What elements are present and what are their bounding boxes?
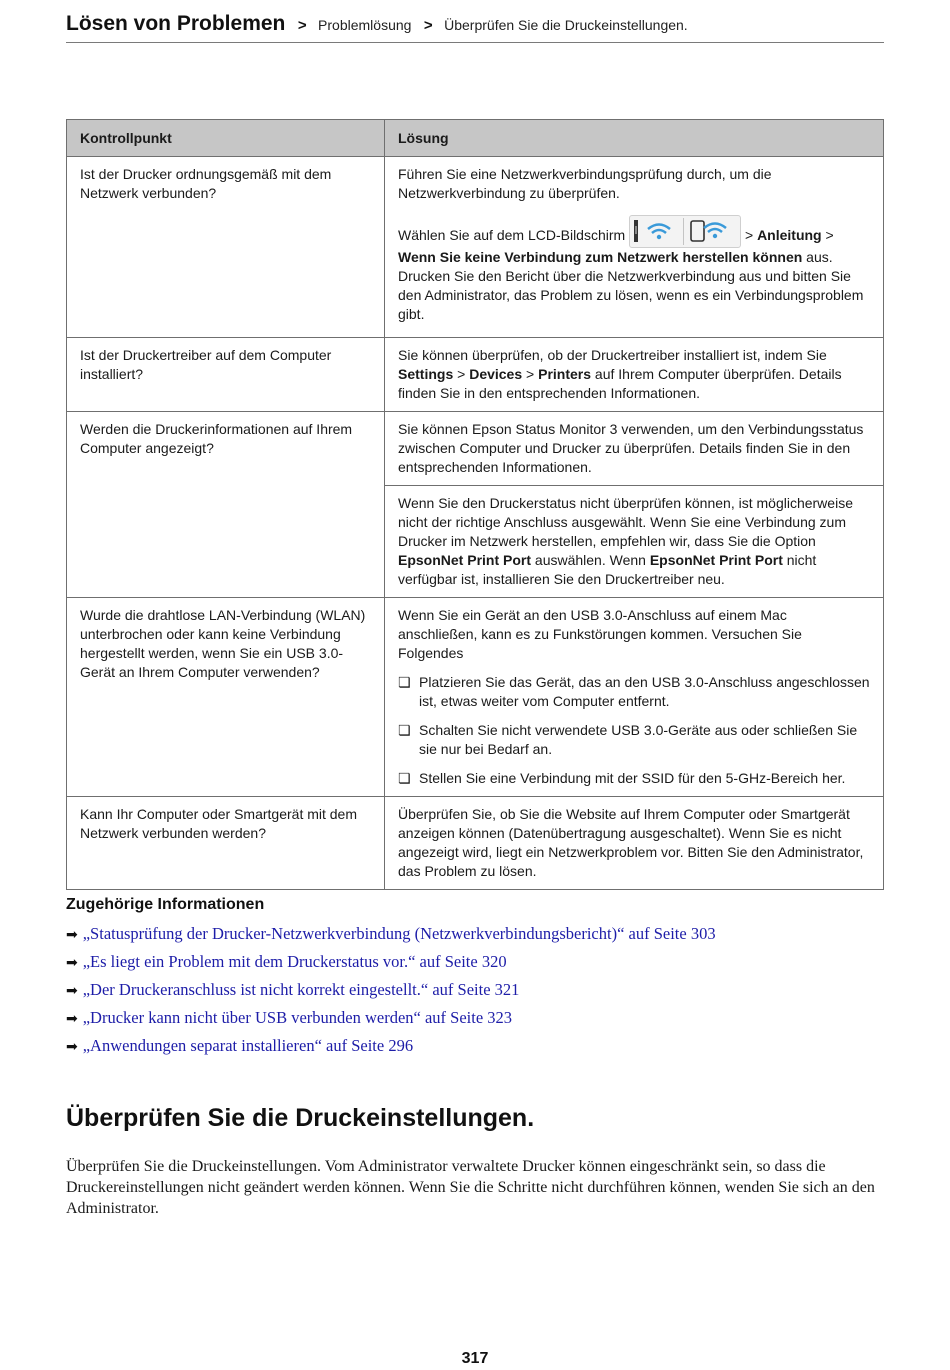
solution-text: Führen Sie eine Netzwerkverbindungsprüfung durch, um die Netzwerkverbindung zu überprüfen.	[398, 166, 772, 201]
solution-cell	[385, 598, 884, 797]
solution-cell: Sie können überprüfen, ob der Druckertreiber installiert ist, indem Sie Settings > Devices > Printers auf Ihrem Computer überprüfen. Details finden Sie in den entsprechenden Informationen.	[385, 338, 884, 412]
solution-text: Wählen Sie auf dem LCD-Bildschirm > Anleitung > Wenn Sie keine Verbindung zum Netzwerk herstellen können aus. Drucken Sie den Bericht über die Netzwerkverbindung aus und bitten Sie den Administrator, das Problem zu lösen, wenn es ein Verbindungsproblem gibt.	[398, 215, 870, 324]
arrow-right-icon: ➡	[66, 1011, 78, 1027]
solution-cell	[385, 797, 884, 890]
wifi-status-icon	[629, 215, 741, 248]
related-link[interactable]: ➡ „Anwendungen separat installieren“ auf Seite 296	[66, 1036, 414, 1055]
checkpoint-cell	[67, 797, 385, 890]
column-header: Kontrollpunkt	[67, 120, 385, 157]
page-number: 317	[461, 1350, 489, 1367]
arrow-right-icon: ➡	[66, 955, 78, 971]
arrow-right-icon: ➡	[66, 983, 78, 999]
arrow-right-icon: ➡	[66, 1039, 78, 1055]
breadcrumb-item: Problemlösung	[318, 17, 412, 33]
checkpoint-cell	[67, 598, 385, 797]
checkpoint-text: Ist der Drucker ordnungsgemäß mit dem Netzwerk verbunden?	[80, 166, 332, 201]
related-link[interactable]: ➡ „Es liegt ein Problem mit dem Druckerstatus vor.“ auf Seite 320	[66, 952, 507, 971]
table-row	[67, 338, 884, 412]
checkpoint-cell	[67, 338, 385, 412]
solution-cell	[385, 157, 884, 338]
page-header	[66, 12, 884, 43]
breadcrumb-separator: >	[297, 17, 307, 34]
section-body: Überprüfen Sie die Druckeinstellungen. Vom Administrator verwaltete Drucker können eingeschränkt sein, so dass die Druckereinstellungen nicht geändert werden können. Wenn Sie die Schritte nicht durchführen können, wenden Sie sich an den Administrator.	[66, 1158, 875, 1217]
list-item: ❏ Stellen Sie eine Verbindung mit der SSID für den 5-GHz-Bereich her.	[398, 770, 846, 786]
checkbox-icon: ❏	[398, 770, 411, 786]
solution-cell: Wenn Sie den Druckerstatus nicht überprüfen können, ist möglicherweise nicht der richtige Anschluss ausgewählt. Wenn Sie eine Verbindung zum Drucker im Netzwerk herstellen, empfehlen wir, dass Sie die Option EpsonNet Print Port auswählen. Wenn EpsonNet Print Port nicht verfügbar ist, installieren Sie den Druckertreiber neu.	[385, 486, 884, 598]
checkpoint-text: Werden die Druckerinformationen auf Ihrem Computer angezeigt?	[80, 421, 353, 456]
related-information	[66, 896, 884, 1060]
table-row	[67, 157, 884, 338]
list-item: ❏ Schalten Sie nicht verwendete USB 3.0-Geräte aus oder schließen Sie sie nur bei Bedarf an.	[398, 722, 858, 757]
related-link[interactable]: ➡ „Der Druckeranschluss ist nicht korrekt eingestellt.“ auf Seite 321	[66, 980, 520, 999]
checkpoint-text: Ist der Druckertreiber auf dem Computer installiert?	[80, 347, 332, 382]
breadcrumb-item: Überprüfen Sie die Druckeinstellungen.	[444, 17, 688, 33]
related-title: Zugehörige Informationen	[66, 896, 265, 913]
checkbox-icon: ❏	[398, 674, 411, 690]
checkpoint-text: Wurde die drahtlose LAN-Verbindung (WLAN) unterbrochen oder kann keine Verbindung hergestellt werden, wenn Sie ein USB 3.0-Gerät an Ihrem Computer verwenden?	[80, 607, 366, 680]
list-item: ❏ Platzieren Sie das Gerät, das an den USB 3.0-Anschluss angeschlossen ist, etwas weiter vom Computer entfernt.	[398, 674, 870, 709]
solution-cell	[385, 412, 884, 486]
related-link[interactable]: ➡ „Statusprüfung der Drucker-Netzwerkverbindung (Netzwerkverbindungsbericht)“ auf Seite 303	[66, 924, 716, 943]
checkbox-icon: ❏	[398, 722, 411, 738]
related-link[interactable]: ➡ „Drucker kann nicht über USB verbunden werden“ auf Seite 323	[66, 1008, 513, 1027]
table-row	[67, 598, 884, 797]
checkpoint-cell	[67, 412, 385, 598]
column-header: Lösung	[385, 120, 884, 157]
table-row	[67, 797, 884, 890]
solution-text: Wenn Sie ein Gerät an den USB 3.0-Anschluss auf einem Mac anschließen, kann es zu Funkstörungen kommen. Versuchen Sie Folgendes	[398, 607, 802, 661]
table-row	[67, 412, 884, 486]
section-title: Überprüfen Sie die Druckeinstellungen.	[66, 1104, 535, 1132]
breadcrumb-separator: >	[423, 17, 433, 34]
table-header-row	[67, 120, 884, 157]
solution-text: Sie können Epson Status Monitor 3 verwenden, um den Verbindungsstatus zwischen Computer und Drucker zu überprüfen. Details finden Sie in den entsprechenden Informationen.	[398, 421, 864, 475]
checkpoint-cell	[67, 157, 385, 338]
chapter-title: Lösen von Problemen	[66, 12, 286, 35]
solution-text: Überprüfen Sie, ob Sie die Website auf Ihrem Computer oder Smartgerät anzeigen können (Datenübertragung ausgeschaltet). Wenn Sie es nicht angezeigt wird, liegt ein Netzwerkproblem vor. Bitten Sie den Administrator, das Problem zu lösen.	[398, 806, 864, 879]
checkpoint-text: Kann Ihr Computer oder Smartgerät mit dem Netzwerk verbunden werden?	[80, 806, 358, 841]
bullet-list	[398, 673, 870, 788]
troubleshooting-table	[66, 119, 884, 890]
arrow-right-icon: ➡	[66, 927, 78, 943]
